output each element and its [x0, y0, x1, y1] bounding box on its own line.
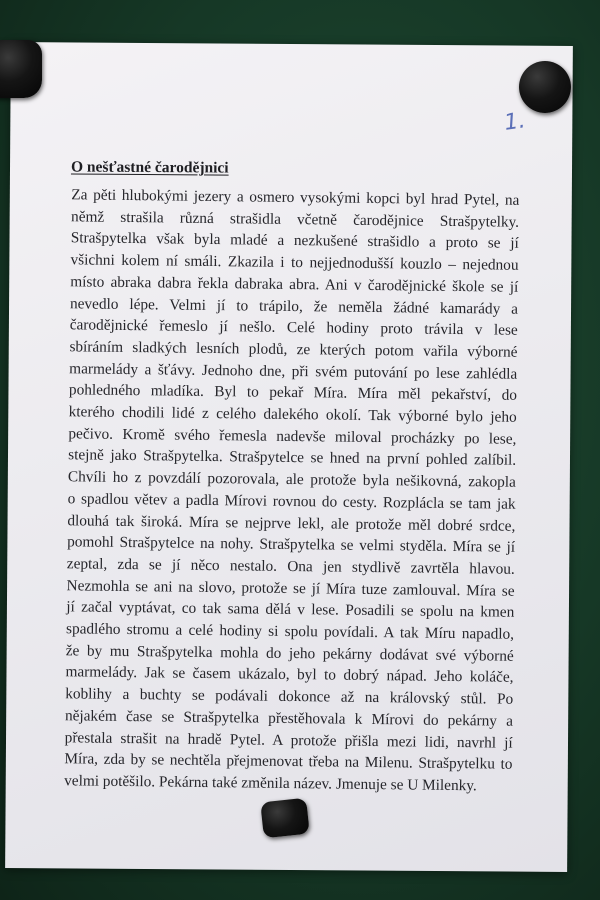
text-line: Strašpytelka však byla mladé a nezkušené strašidlo a proto se jí: [70, 229, 519, 253]
story-paragraph: [64, 184, 519, 797]
text-line: místo abraka dabra řekla dabraka abra. Ani v čarodějnické škole se jí: [70, 273, 519, 296]
text-line: pomohl Strašpytelce na nohy. Strašpytelka se velmi styděla. Míra se jí: [67, 533, 516, 557]
text-line: přestala strašit na hradě Pytel. A protože přišla mezi lidi, navrhl jí: [64, 728, 513, 752]
text-line: nějakém čase se Strašpytelka přestěhovala k Mírovi do pekárny a: [64, 707, 514, 730]
text-line: němž strašila různá strašidla včetně čarodějnice Strašpytelky.: [70, 208, 520, 231]
text-line: že by mu Strašpytelka mohla do jeho pekárny dodávat své výborné: [65, 642, 514, 665]
text-line: jí začal vyptávat, co tak sama dělá v lese. Posadili se spolu na kmen: [66, 598, 515, 622]
text-line: pečivo. Kromě svého řemesla nadevše miloval procházky po lese,: [68, 425, 517, 448]
magnet-top-left: [0, 40, 42, 98]
text-line: všichni kolem ní smáli. Zkazila i to nejjednodušší kouzlo – nejednou: [70, 251, 519, 274]
text-line: o spadlou větev a padla Mírovi rovnou do cesty. Rozplácla se tam jak: [67, 490, 516, 513]
text-line: Chvíli ho z povzdálí pozorovala, ale protože byla nešikovná, zakopla: [67, 468, 516, 491]
story-title: O nešťastné čarodějnici: [70, 158, 229, 177]
text-line: spadlého stromu a celé hodiny si spolu povídali. A tak Míru napadlo,: [65, 620, 515, 643]
text-line: marmelády a šťávy. Jednoho dne, při svém putování po lese zahlédla: [69, 359, 518, 383]
text-line: čarodějnické řemeslo jí nešlo. Celé hodiny proto trávila v lese: [69, 316, 518, 339]
text-line: pohledného mladíka. Byl to pekař Míra. Míra měl pekařství, do: [68, 381, 518, 405]
magnet-top-right: [519, 61, 571, 113]
text-line: marmelády. Jak se časem ukázalo, byl to dobrý nápad. Jeho koláče,: [65, 663, 514, 687]
text-line: koblihy a buchty se podávali dokonce až na královský stůl. Po: [65, 685, 514, 708]
text-line: dlouhá tak široká. Míra se nejprve lekl, ale protože měl dobré srdce,: [67, 511, 516, 535]
paper-sheet: [5, 42, 573, 872]
text-line: zeptal, zda se jí něco nestalo. Ona jen stydlivě zavrtěla hlavou.: [66, 555, 515, 578]
text-line: sbíráním sladkých lesních plodů, ze kterých potom vařila výborné: [69, 338, 518, 361]
text-line: velmi potěšilo. Pekárna také změnila název. Jmenuje se U Milenky.: [64, 772, 477, 795]
text-line: kterého chodili lidé z celého dalekého okolí. Tak výborné bylo jeho: [68, 403, 517, 426]
text-line: nevedlo lépe. Velmi jí to trápilo, že neměla žádné kamarády a: [69, 294, 519, 318]
text-line: Nezmohla se ani na slovo, protože se jí Míra tuze zamlouval. Míra se: [66, 576, 515, 600]
text-line: stejně jako Strašpytelka. Strašpytelce se hned na první pohled zalíbil.: [68, 446, 517, 470]
magnet-bottom: [260, 798, 310, 839]
text-line: Za pěti hlubokými jezery a osmero vysokými kopci byl hrad Pytel, na: [71, 186, 520, 209]
text-line: Míra, zda by se nechtěla přejmenovat třeba na Milenu. Strašpytelku to: [64, 750, 513, 774]
handwritten-page-number: 1.: [502, 108, 527, 136]
